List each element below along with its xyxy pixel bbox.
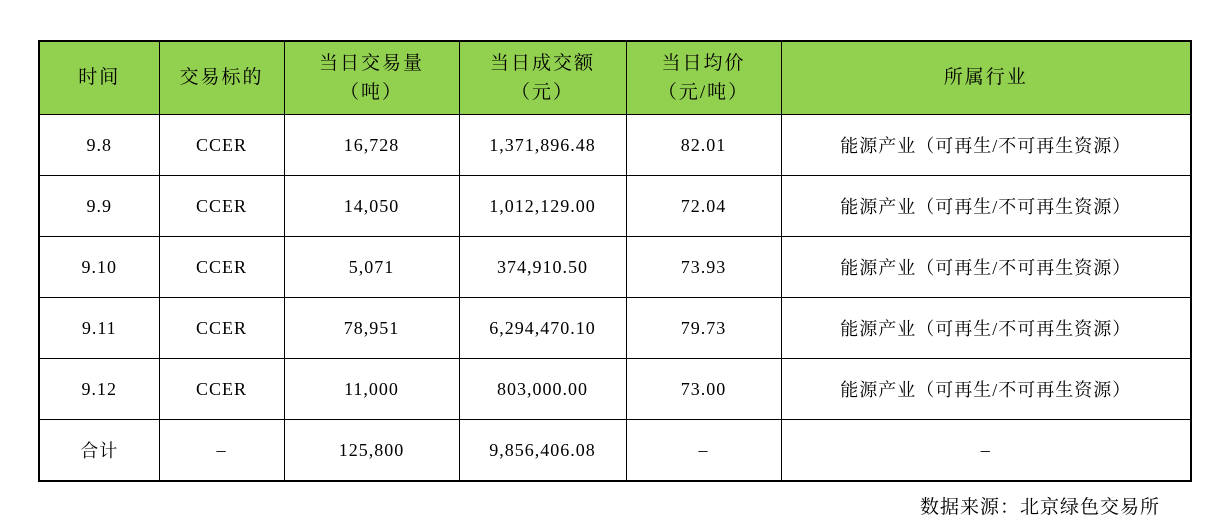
cell-industry: 能源产业（可再生/不可再生资源） [781,237,1191,298]
table-total-row [39,420,1191,482]
col-header-turnover-unit: （元） [510,82,574,103]
cell-turnover: 6,294,470.10 [459,298,626,359]
cell-industry: 能源产业（可再生/不可再生资源） [781,298,1191,359]
col-header-industry [781,41,1191,115]
col-header-turnover-label: 当日成交额 [489,52,595,74]
cell-turnover: 374,910.50 [459,237,626,298]
ccer-trade-table [38,40,1192,482]
table-row [39,298,1191,359]
cell-avg-price: 72.04 [626,176,781,237]
col-header-time-label: 时间 [78,67,121,89]
cell-total-target: – [159,420,284,482]
cell-time: 9.11 [39,298,159,359]
cell-time: 9.8 [39,115,159,176]
col-header-avg-price [626,41,781,115]
cell-turnover: 1,371,896.48 [459,115,626,176]
cell-total-industry: – [781,420,1191,482]
table-row [39,115,1191,176]
data-source-note: 数据来源：北京绿色交易所 [919,497,1160,518]
cell-avg-price: 73.00 [626,359,781,420]
cell-avg-price: 79.73 [626,298,781,359]
table-row [39,176,1191,237]
cell-turnover: 1,012,129.00 [459,176,626,237]
cell-volume: 78,951 [284,298,459,359]
trade-data-table-container [38,40,1190,482]
col-header-industry-label: 所属行业 [943,67,1028,89]
table-row [39,237,1191,298]
cell-turnover: 803,000.00 [459,359,626,420]
table-row [39,359,1191,420]
cell-target: CCER [159,115,284,176]
cell-target: CCER [159,298,284,359]
cell-total-label: 合计 [39,420,159,482]
cell-time: 9.9 [39,176,159,237]
cell-volume: 16,728 [284,115,459,176]
cell-industry: 能源产业（可再生/不可再生资源） [781,115,1191,176]
cell-industry: 能源产业（可再生/不可再生资源） [781,359,1191,420]
col-header-turnover [459,41,626,115]
cell-volume: 14,050 [284,176,459,237]
col-header-volume-unit: （吨） [339,82,403,103]
cell-target: CCER [159,359,284,420]
col-header-avg-price-unit: （元/吨） [657,82,750,103]
cell-total-avg-price: – [626,420,781,482]
cell-total-volume: 125,800 [284,420,459,482]
col-header-avg-price-label: 当日均价 [661,52,746,74]
col-header-volume [284,41,459,115]
col-header-time [39,41,159,115]
cell-volume: 11,000 [284,359,459,420]
cell-target: CCER [159,176,284,237]
cell-industry: 能源产业（可再生/不可再生资源） [781,176,1191,237]
cell-target: CCER [159,237,284,298]
cell-avg-price: 82.01 [626,115,781,176]
cell-volume: 5,071 [284,237,459,298]
cell-total-turnover: 9,856,406.08 [459,420,626,482]
col-header-target [159,41,284,115]
cell-time: 9.12 [39,359,159,420]
cell-avg-price: 73.93 [626,237,781,298]
table-header-row [39,41,1191,115]
cell-time: 9.10 [39,237,159,298]
col-header-target-label: 交易标的 [179,67,264,89]
col-header-volume-label: 当日交易量 [318,52,424,74]
